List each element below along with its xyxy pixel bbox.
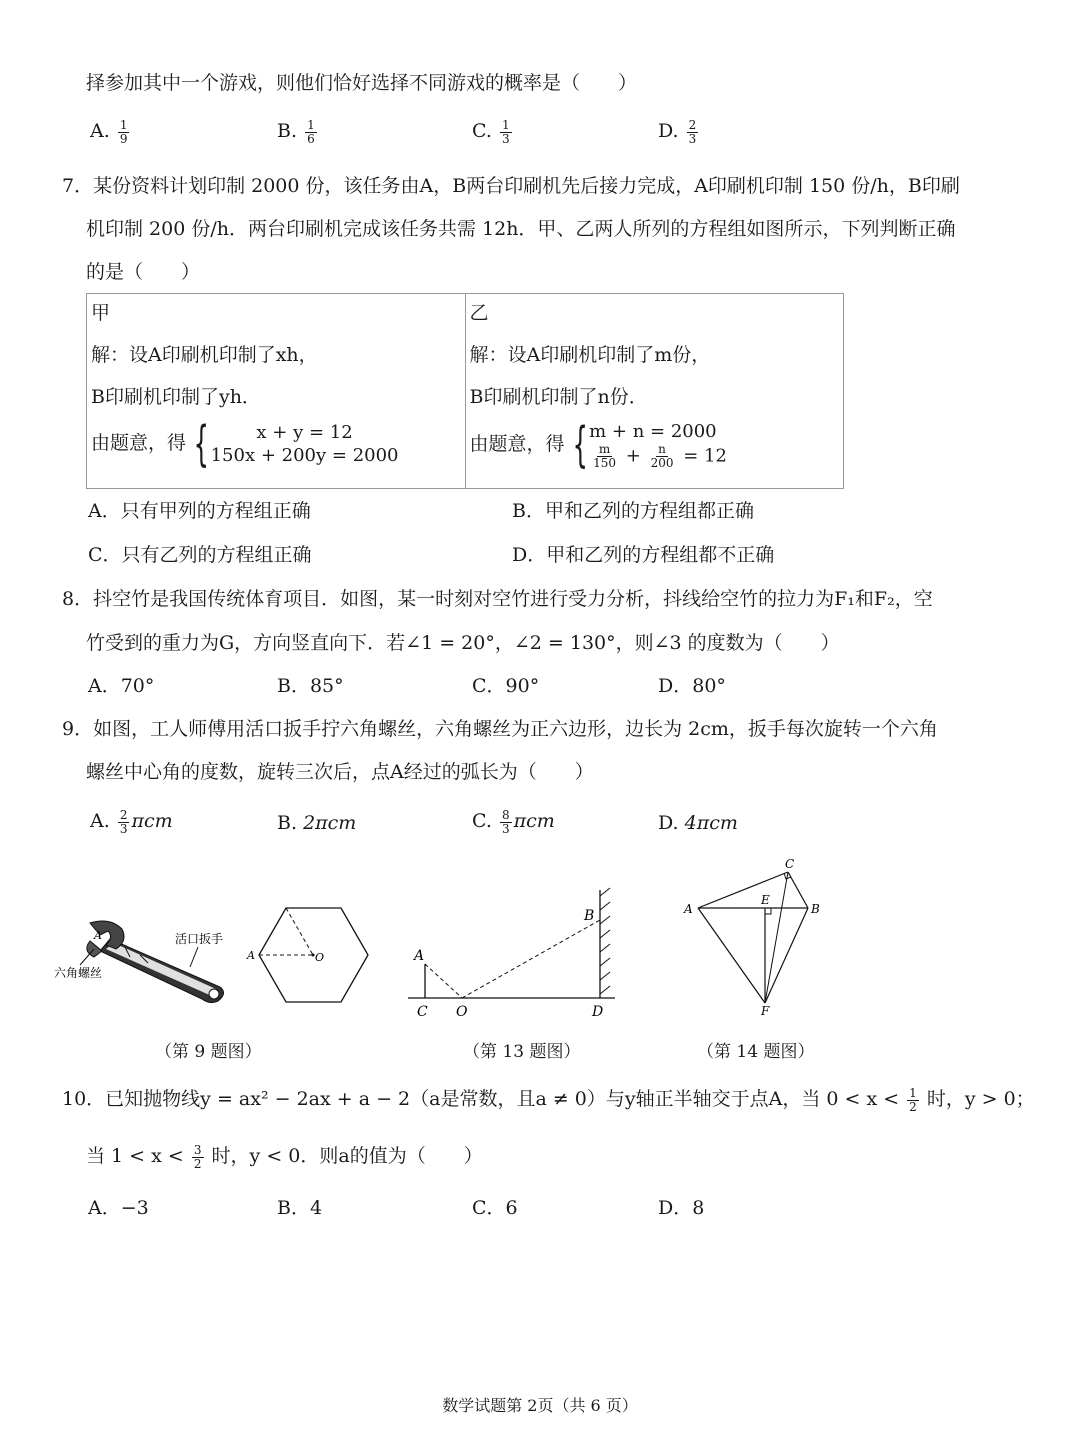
q6-option-d: D. $\frac{2}{3}$	[658, 117, 697, 146]
q6-option-a: A. $\frac{1}{9}$	[90, 117, 128, 146]
fig13-point-d: D	[592, 1004, 604, 1020]
jia-eq-1: x + y = 12	[256, 422, 353, 443]
jia-row-2: B印刷机印制了yh．	[91, 386, 261, 408]
yi-cell	[465, 294, 844, 489]
q8-option-d: D．80°	[658, 675, 726, 697]
fig14-point-b: B	[811, 902, 820, 916]
fig14-point-c: C	[785, 857, 795, 871]
wrench-point-a: A	[94, 929, 102, 942]
caption-fig-14: （第 14 题图）	[697, 1042, 815, 1062]
figure-13	[400, 880, 625, 1020]
nut-label: 六角螺丝	[54, 966, 103, 980]
fig13-point-b: B	[584, 908, 595, 924]
q7-line-3: 的是（ ）	[86, 261, 201, 283]
q10-option-d: D．8	[658, 1197, 705, 1219]
jia-eq-2: 150x + 200y = 2000	[210, 445, 399, 466]
yi-system: 由题意，得 { m + n = 2000 $\frac{m}{150}$ + $\frac{n}{200}$ = 12	[469, 417, 727, 473]
q10-option-a: A．−3	[88, 1197, 149, 1219]
figure-14	[680, 855, 830, 1020]
wrench-label: 活口扳手	[175, 932, 224, 946]
hexagon-point-a: A	[247, 949, 255, 962]
jia-system: 由题意，得 { x + y = 12 150x + 200y = 2000	[91, 416, 399, 472]
q9-option-c: C. $\frac{8}{3}$ πcm	[472, 807, 555, 836]
q7-equation-table	[86, 293, 844, 489]
hexagon-point-o: O	[315, 951, 325, 964]
q10-option-c: C．6	[472, 1197, 518, 1219]
q7-option-b: B．甲和乙列的方程组都正确	[512, 500, 754, 522]
fig13-point-c: C	[417, 1004, 428, 1020]
q8-option-c: C．90°	[472, 675, 540, 697]
q9-option-d: D. 4πcm	[658, 812, 738, 834]
caption-fig-9: （第 9 题图）	[155, 1042, 262, 1062]
q7-option-d: D．甲和乙列的方程组都不正确	[512, 544, 775, 566]
jia-row-1: 解：设A印刷机印制了xh，	[91, 344, 318, 366]
brace-icon: {	[572, 417, 588, 473]
q8-option-a: A．70°	[88, 675, 155, 697]
yi-eq-2: $\frac{m}{150}$ + $\frac{n}{200}$ = 12	[593, 442, 727, 470]
fig13-point-a: A	[414, 948, 425, 964]
q6-option-c: C. $\frac{1}{3}$	[472, 117, 510, 146]
hexagon-figure	[245, 905, 370, 1005]
brace-icon: {	[193, 416, 209, 472]
q8-line-2: 竹受到的重力为G，方向竖直向下．若∠1 = 20°，∠2 = 130°，则∠3 的度数为（ ）	[86, 632, 840, 654]
q10-line-1: 10．已知抛物线y = ax² − 2ax + a − 2（a是常数，且a ≠ 0）与y轴正半轴交于点A，当 0 < x < $\frac{1}{2}$ 时，y > 0；	[62, 1085, 1035, 1114]
fig14-point-a: A	[684, 902, 693, 916]
fig14-point-f: F	[761, 1004, 770, 1018]
yi-title: 乙	[469, 302, 489, 324]
q7-option-a: A．只有甲列的方程组正确	[88, 500, 311, 522]
q9-option-a: A. $\frac{2}{3}$ πcm	[90, 807, 173, 836]
q7-line-2: 机印制 200 份/h．两台印刷机完成该任务共需 12h．甲、乙两人所列的方程组如图所示，下列判断正确	[86, 218, 956, 240]
q9-option-b: B. 2πcm	[277, 812, 357, 834]
q7-option-c: C．只有乙列的方程组正确	[88, 544, 312, 566]
wrench-figure	[50, 915, 240, 1005]
q9-line-2: 螺丝中心角的度数，旋转三次后，点A经过的弧长为（ ）	[86, 761, 594, 783]
q10-line-2: 当 1 < x < $\frac{3}{2}$ 时，y < 0．则a的值为（ ）	[86, 1142, 483, 1171]
page-footer: 数学试题第 2页（共 6 页）	[442, 1396, 638, 1415]
fig14-point-e: E	[761, 893, 770, 907]
q10-option-b: B．4	[277, 1197, 323, 1219]
yi-row-1: 解：设A印刷机印制了m份，	[469, 344, 711, 366]
yi-eq-1: m + n = 2000	[589, 421, 717, 442]
q6-option-b: B. $\frac{1}{6}$	[277, 117, 315, 146]
caption-fig-13: （第 13 题图）	[463, 1042, 581, 1062]
jia-cell	[87, 294, 466, 489]
q7-line-1: 7．某份资料计划印制 2000 份，该任务由A，B两台印刷机先后接力完成，A印刷机印制 150 份/h，B印刷	[62, 175, 960, 197]
q9-line-1: 9．如图，工人师傅用活口扳手拧六角螺丝，六角螺丝为正六边形，边长为 2cm，扳手每次旋转一个六角	[62, 718, 938, 740]
q8-line-1: 8．抖空竹是我国传统体育项目．如图，某一时刻对空竹进行受力分析，抖线给空竹的拉力为F₁和F₂，空	[62, 588, 933, 610]
fig13-point-o: O	[456, 1004, 468, 1020]
jia-title: 甲	[91, 302, 111, 324]
q6-text: 择参加其中一个游戏，则他们恰好选择不同游戏的概率是（ ）	[86, 72, 638, 94]
yi-row-2: B印刷机印制了n份．	[469, 386, 648, 408]
q8-option-b: B．85°	[277, 675, 344, 697]
